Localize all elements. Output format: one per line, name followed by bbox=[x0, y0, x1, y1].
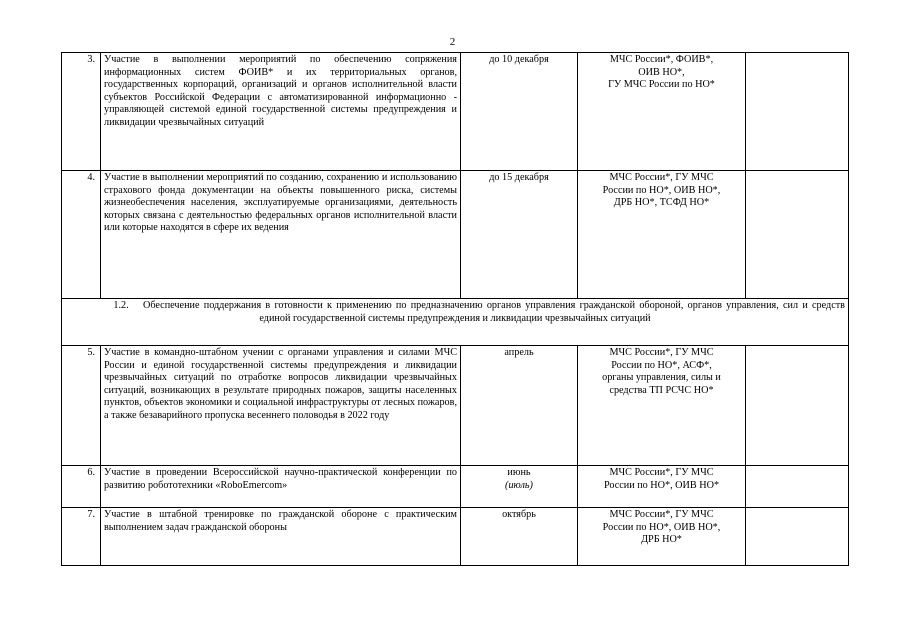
row-notes bbox=[746, 508, 849, 566]
page-number: 2 bbox=[449, 36, 456, 48]
row-description: Участие в выполнении мероприятий по обеспечению сопряжения информационных систем ФОИВ* и их территориальных органов, государственных корпораций, организаций и органов исполнительной власти субъектов Российской Федерации с автоматизированной информационно - управляющей системой единой государственной системы предупреждения и ликвидации чрезвычайных ситуаций bbox=[101, 53, 461, 171]
row-date: апрель bbox=[461, 346, 578, 466]
row-date: до 15 декабря bbox=[461, 171, 578, 299]
table-row bbox=[62, 171, 849, 299]
row-number: 6. bbox=[62, 466, 101, 508]
row-date: до 10 декабря bbox=[461, 53, 578, 171]
row-notes bbox=[746, 53, 849, 171]
table-row bbox=[62, 508, 849, 566]
table-row bbox=[62, 53, 849, 171]
section-cell bbox=[62, 299, 849, 346]
row-date: июнь (июль) bbox=[461, 466, 578, 508]
row-description: Участие в выполнении мероприятий по созданию, сохранению и использованию страхового фонда документации на объекты повышенного риска, системы жизнеобеспечения населения, эксплуатируемые организациями, деятельность которых связана с деятельностью федеральных органов исполнительной власти или которые находятся в сфере их ведения bbox=[101, 171, 461, 299]
section-title: Обеспечение поддержания в готовности к применению по предназначению органов управления гражданской обороной, органов управления, сил и средств единой государственной системы предупреждения и ликвидации чрезвычайных ситуаций bbox=[143, 300, 845, 324]
row-description: Участие в командно-штабном учении с органами управления и силами МЧС России и единой государственной системы предупреждения и ликвидации чрезвычайных ситуаций по отработке вопросов ликвидации чрезвычайных ситуаций, возникающих в результате природных пожаров, защиты населенных пунктов, объектов экономики и социальной инфраструктуры от лесных пожаров, а также безаварийного пропуска весеннего половодья в 2022 году bbox=[101, 346, 461, 466]
row-responsible: МЧС России*, ГУ МЧС России по НО*, АСФ*, органы управления, силы и средства ТП РСЧС НО* bbox=[578, 346, 746, 466]
row-date-note: (июль) bbox=[505, 479, 533, 491]
row-number: 5. bbox=[62, 346, 101, 466]
row-responsible: МЧС России*, ФОИВ*, ОИВ НО*, ГУ МЧС России по НО* bbox=[578, 53, 746, 171]
row-notes bbox=[746, 346, 849, 466]
row-number: 7. bbox=[62, 508, 101, 566]
row-number: 4. bbox=[62, 171, 101, 299]
table-row bbox=[62, 466, 849, 508]
row-responsible: МЧС России*, ГУ МЧС России по НО*, ОИВ НО*, ДРБ НО* bbox=[578, 508, 746, 566]
section-row bbox=[62, 299, 849, 346]
row-notes bbox=[746, 171, 849, 299]
table-row bbox=[62, 346, 849, 466]
row-description: Участие в штабной тренировке по гражданской обороне с практическим выполнением задач гражданской обороны bbox=[101, 508, 461, 566]
row-notes bbox=[746, 466, 849, 508]
row-date: октябрь bbox=[461, 508, 578, 566]
row-number: 3. bbox=[62, 53, 101, 171]
row-responsible: МЧС России*, ГУ МЧС России по НО*, ОИВ НО* bbox=[578, 466, 746, 508]
row-description: Участие в проведении Всероссийской научно-практической конференции по развитию робототехники «RoboEmercom» bbox=[101, 466, 461, 508]
section-number: 1.2. bbox=[113, 300, 129, 311]
row-responsible: МЧС России*, ГУ МЧС России по НО*, ОИВ НО*, ДРБ НО*, ТСФД НО* bbox=[578, 171, 746, 299]
plan-table bbox=[61, 52, 849, 566]
